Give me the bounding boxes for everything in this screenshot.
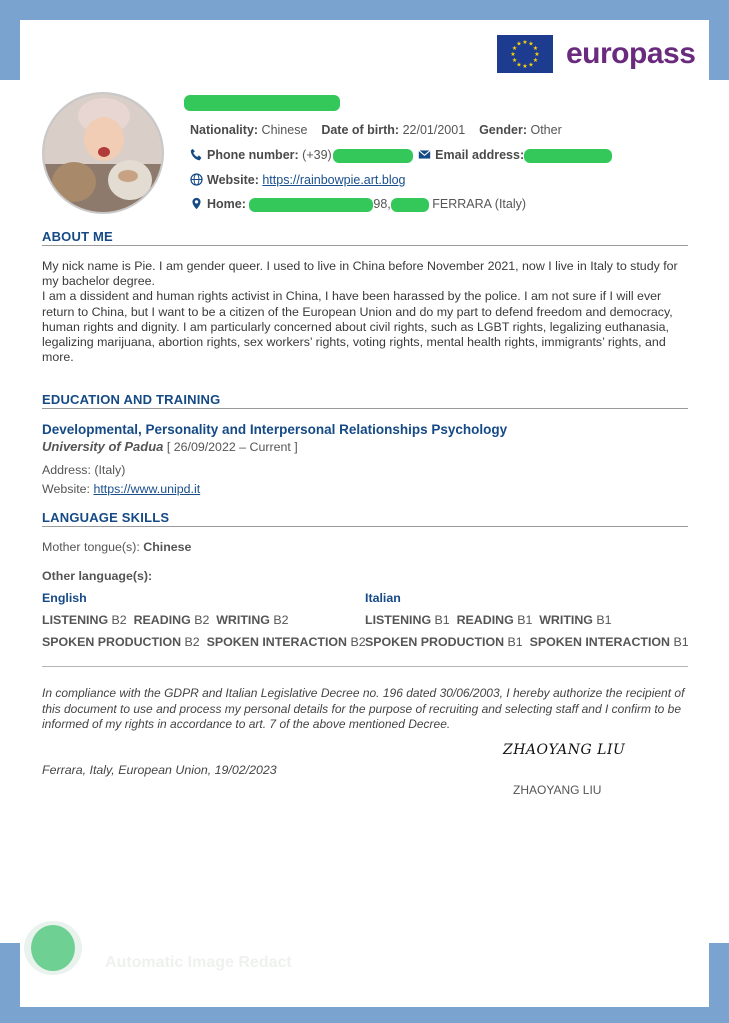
home-city: FERRARA (Italy) xyxy=(432,197,527,211)
education-title-text: Developmental, Personality and Interpersonal Relationships Psychology xyxy=(42,422,508,437)
section-divider xyxy=(42,666,688,667)
mother-tongue-line xyxy=(42,540,191,554)
language-name-english xyxy=(42,591,87,605)
address-value: (Italy) xyxy=(94,463,126,477)
personal-info-line xyxy=(190,123,562,137)
mother-tongue-value: Chinese xyxy=(143,540,192,554)
english-reading-level: B2 xyxy=(194,613,210,627)
home-label: Home: xyxy=(207,197,246,211)
italian-writing-label: WRITING xyxy=(539,613,593,627)
about-paragraph-1: My nick name is Pie. I am gender queer. I used to live in China before November 2021, now I live in Italy to study for my bachelor degree. xyxy=(42,259,678,289)
gdpr-consent-text: In compliance with the GDPR and Italian Legislative Decree no. 196 dated 30/06/2003, I hereby authorize the recipient of this document to use and process my personal details for the purpose of recruiting and selecting staff and I confirm to be informed of my rights in accordance to art. 7 of the above mentioned Decree. xyxy=(42,686,685,731)
watermark-logo-icon xyxy=(24,921,82,975)
handwritten-signature: ZHAOYANG LIU xyxy=(503,742,626,758)
watermark-text: Automatic Image Redact xyxy=(105,954,292,971)
english-spoken-interaction-level: B2 xyxy=(350,635,366,649)
italian-reading-level: B1 xyxy=(517,613,533,627)
svg-text:★: ★ xyxy=(532,57,539,64)
svg-text:★: ★ xyxy=(511,45,518,52)
english-spoken-production-label: SPOKEN PRODUCTION xyxy=(42,635,182,649)
institution-name: University of Padua xyxy=(42,439,164,454)
phone-value: (+39) xyxy=(302,148,332,162)
home-redacted-street xyxy=(249,198,373,212)
website-label: Website: xyxy=(207,173,259,187)
contact-line xyxy=(190,148,612,163)
website-line xyxy=(190,173,406,187)
english-reading-label: READING xyxy=(133,613,191,627)
education-institution-line xyxy=(42,439,298,454)
email-label: Email address: xyxy=(435,148,525,162)
italian-label: Italian xyxy=(365,591,401,605)
svg-text:★: ★ xyxy=(532,45,539,52)
nationality-label: Nationality: xyxy=(190,123,259,137)
education-address-line xyxy=(42,463,125,477)
frame-bottom xyxy=(0,1007,729,1023)
italian-skills-row1 xyxy=(365,613,612,627)
globe-icon xyxy=(190,173,203,186)
frame-left-top xyxy=(0,0,20,80)
website-link[interactable]: https://rainbowpie.art.blog xyxy=(262,173,406,187)
language-heading: LANGUAGE SKILLS xyxy=(42,510,688,527)
home-line xyxy=(190,197,526,212)
eu-flag-icon xyxy=(497,35,553,73)
frame-right-top xyxy=(709,0,729,80)
email-redacted[interactable] xyxy=(524,149,612,163)
italian-spoken-production-label: SPOKEN PRODUCTION xyxy=(365,635,505,649)
svg-text:★: ★ xyxy=(516,40,522,48)
svg-text:★: ★ xyxy=(516,61,522,69)
italian-spoken-interaction-label: SPOKEN INTERACTION xyxy=(529,635,670,649)
phone-redacted xyxy=(333,149,413,163)
mother-tongue-label: Mother tongue(s): xyxy=(42,540,140,554)
europass-wordmark: europass xyxy=(566,37,696,70)
unipd-link[interactable]: https://www.unipd.it xyxy=(93,482,201,496)
svg-text:★: ★ xyxy=(511,57,518,64)
english-spoken-interaction-label: SPOKEN INTERACTION xyxy=(206,635,347,649)
english-writing-level: B2 xyxy=(273,613,289,627)
english-listening-level: B2 xyxy=(111,613,127,627)
about-heading: ABOUT ME xyxy=(42,229,688,246)
signer-name: ZHAOYANG LIU xyxy=(513,783,602,797)
profile-photo xyxy=(42,92,164,214)
education-heading: EDUCATION AND TRAINING xyxy=(42,392,688,409)
italian-spoken-interaction-level: B1 xyxy=(673,635,689,649)
location-pin-icon xyxy=(190,197,203,210)
italian-listening-level: B1 xyxy=(434,613,450,627)
phone-icon xyxy=(190,148,203,161)
edu-website-label: Website: xyxy=(42,482,90,496)
frame-right-bottom xyxy=(709,943,729,1023)
other-languages-text: Other language(s): xyxy=(42,569,153,583)
svg-text:★: ★ xyxy=(510,51,516,58)
english-skills-row1 xyxy=(42,613,289,627)
education-website-line xyxy=(42,482,200,496)
dob-value: 22/01/2001 xyxy=(402,123,466,137)
language-name-italian xyxy=(365,591,401,605)
gender-value: Other xyxy=(530,123,562,137)
frame-left-bottom xyxy=(0,943,20,1023)
italian-skills-row2 xyxy=(365,635,689,649)
about-text xyxy=(42,259,692,365)
phone-label: Phone number: xyxy=(207,148,299,162)
home-number: 98, xyxy=(373,197,391,211)
other-languages-label xyxy=(42,569,152,583)
europass-logo xyxy=(497,35,695,73)
name-redacted xyxy=(184,95,340,111)
about-paragraph-2: I am a dissident and human rights activist in China, I have been harassed by the police. I am not sure if I will ever return to China, but I want to be a citizen of the European Union and do my part to defend freedom and democracy, human rights and dignity. I am particularly concerned about civil rights, such as LGBT rights, legalizing euthanasia, legalizing marijuana, abortion rights, sex workers’ rights, voting rights, mental health rights, immigrants’ rights, and more. xyxy=(42,289,673,365)
nationality-value: Chinese xyxy=(261,123,308,137)
svg-text:★: ★ xyxy=(528,40,534,48)
svg-text:★: ★ xyxy=(534,51,540,58)
english-skills-row2 xyxy=(42,635,366,649)
svg-text:★: ★ xyxy=(528,61,534,69)
address-label: Address: xyxy=(42,463,91,477)
italian-reading-label: READING xyxy=(456,613,514,627)
english-listening-label: LISTENING xyxy=(42,613,109,627)
english-writing-label: WRITING xyxy=(216,613,270,627)
home-redacted-postcode xyxy=(391,198,429,212)
italian-listening-label: LISTENING xyxy=(365,613,432,627)
english-label: English xyxy=(42,591,87,605)
place-date: Ferrara, Italy, European Union, 19/02/2023 xyxy=(42,763,277,777)
education-title xyxy=(42,422,507,437)
svg-text:★: ★ xyxy=(522,39,528,46)
english-spoken-production-level: B2 xyxy=(184,635,200,649)
svg-text:★: ★ xyxy=(522,63,528,70)
italian-writing-level: B1 xyxy=(596,613,612,627)
italian-spoken-production-level: B1 xyxy=(507,635,523,649)
email-icon xyxy=(418,148,431,161)
education-dates: [ 26/09/2022 – Current ] xyxy=(166,440,298,454)
gender-label: Gender: xyxy=(479,123,527,137)
dob-label: Date of birth: xyxy=(321,123,400,137)
frame-top xyxy=(0,0,729,20)
